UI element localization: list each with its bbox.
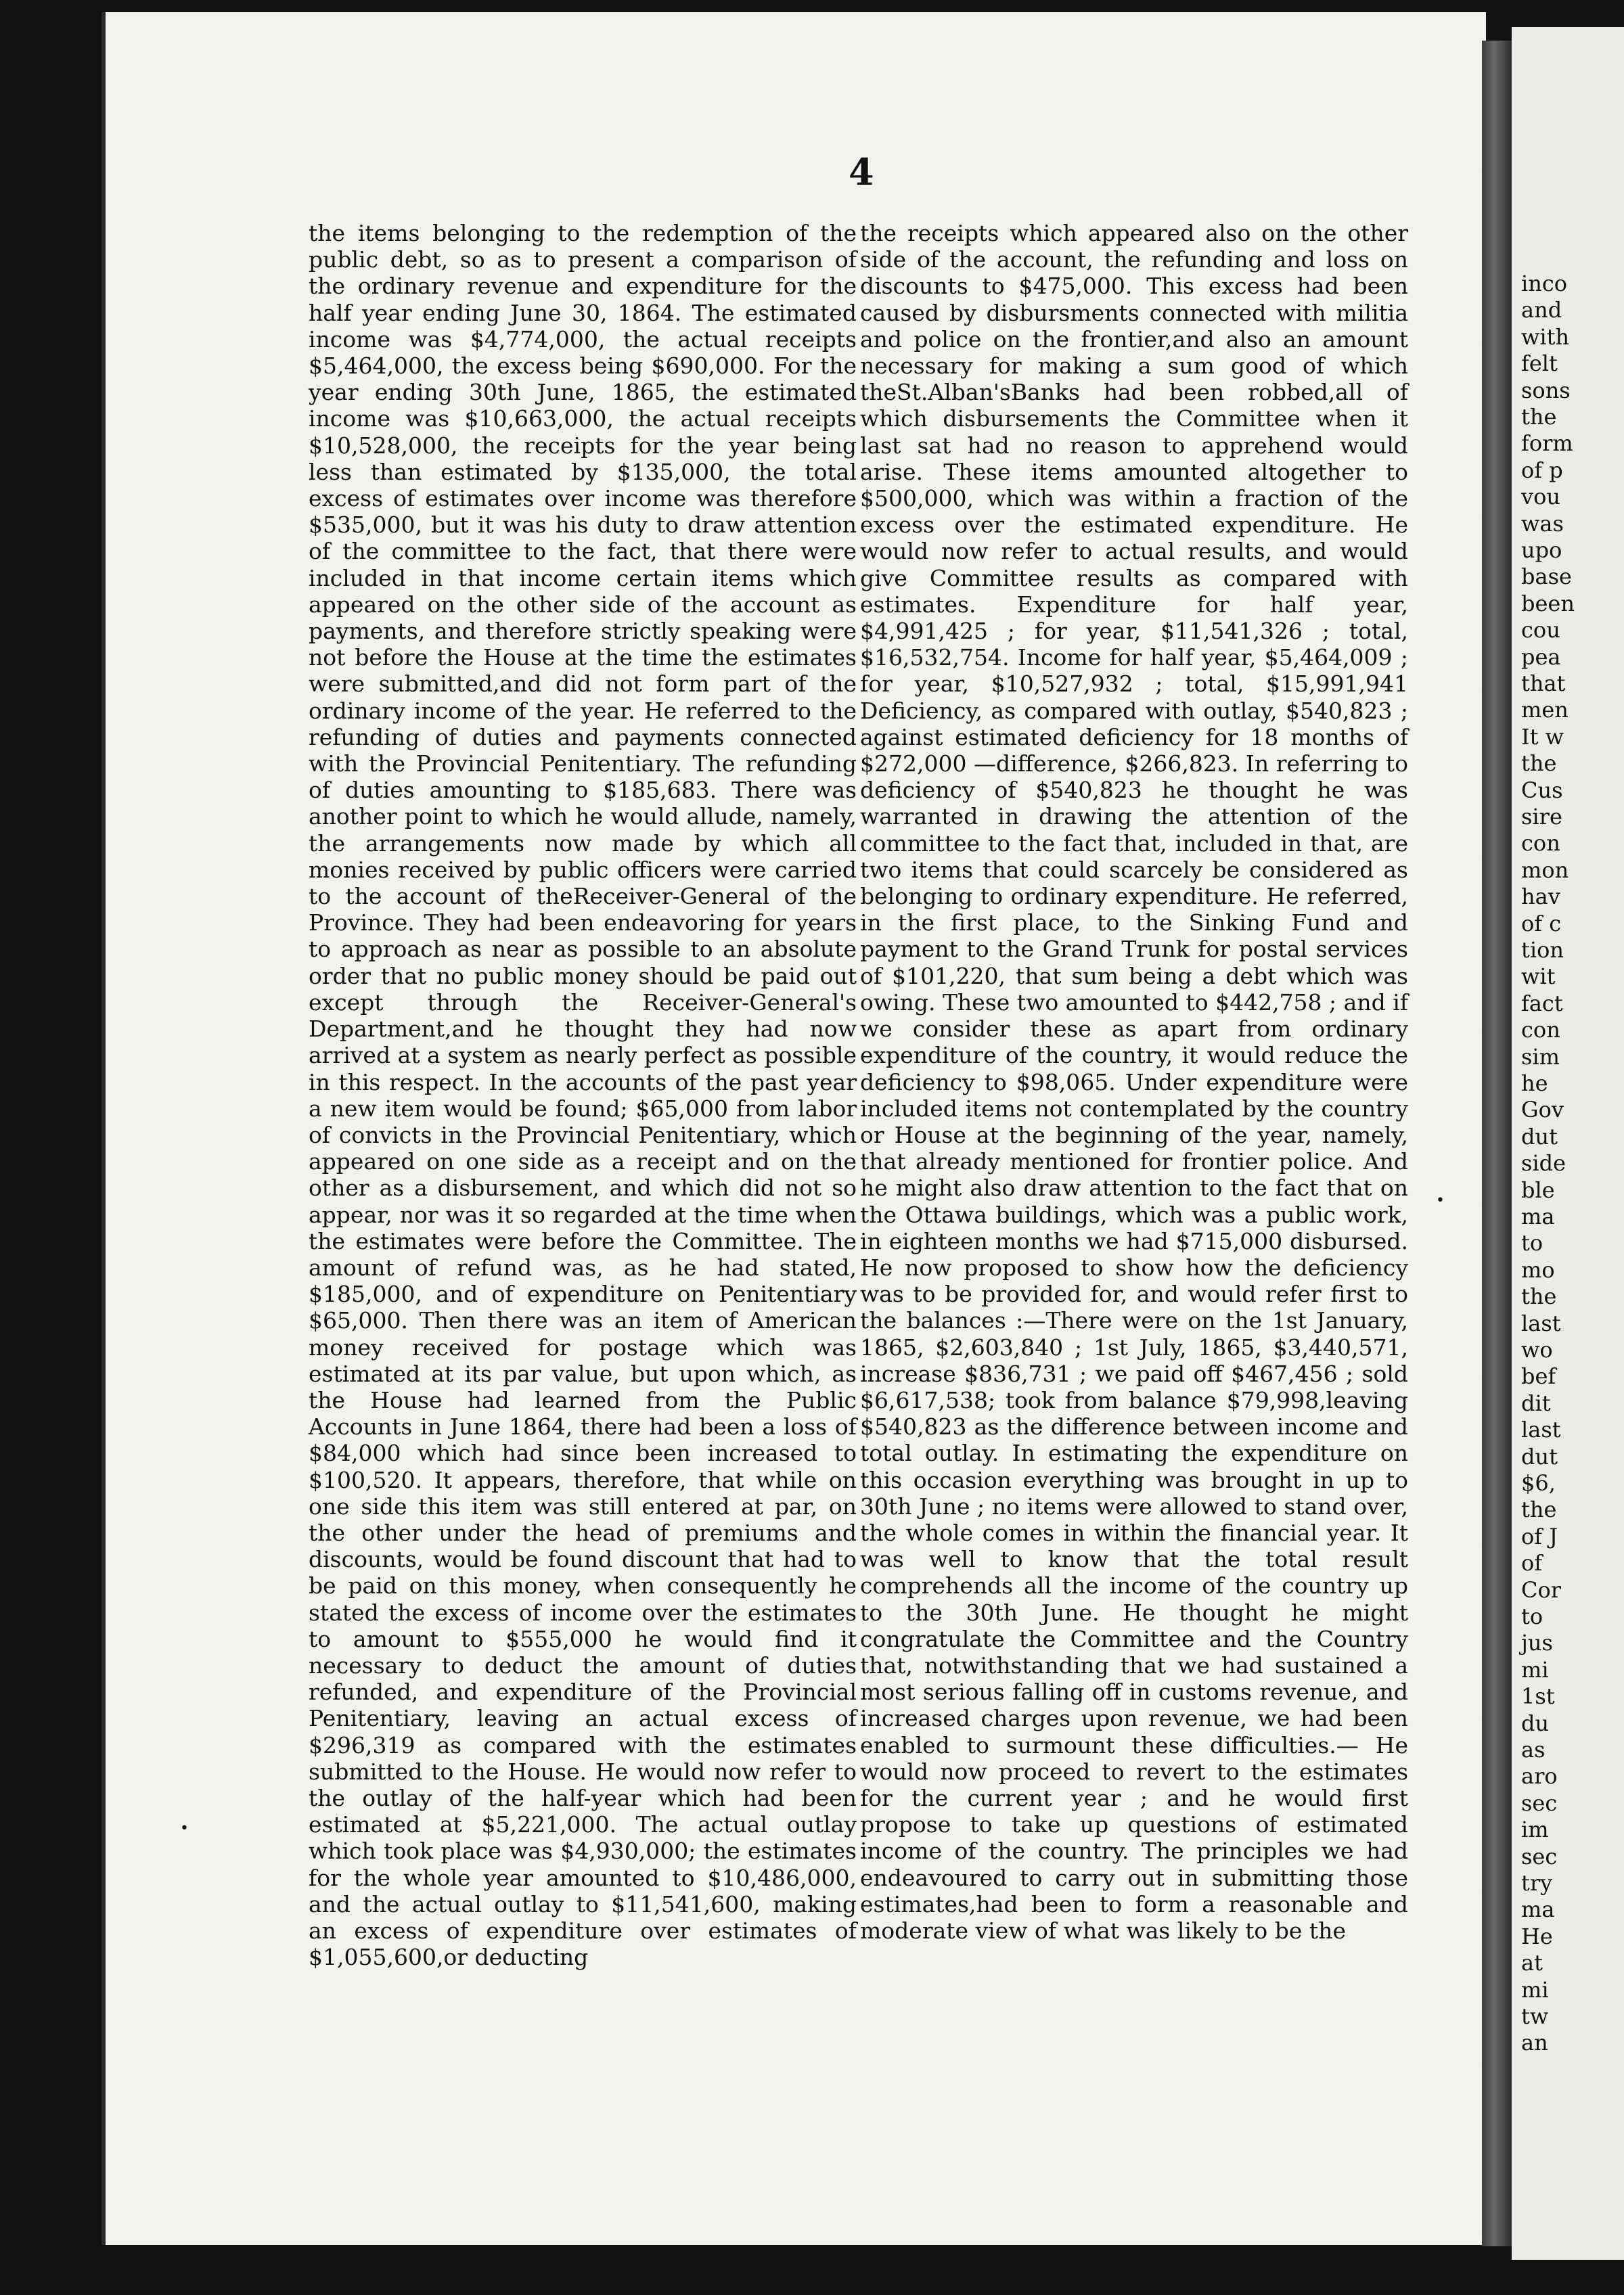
adjacent-page-fragment: vou (1521, 484, 1560, 510)
adjacent-page-fragment: upo (1521, 537, 1562, 563)
adjacent-page-fragment: Cor (1521, 1576, 1562, 1603)
adjacent-page-fragment: with (1521, 323, 1570, 350)
adjacent-page-fragment: was (1521, 510, 1564, 537)
adjacent-page-fragment: form (1521, 430, 1573, 457)
adjacent-page-edge (1512, 27, 1624, 2260)
document-page (102, 12, 1486, 2245)
right-column (860, 220, 1408, 1944)
adjacent-page-fragment: of p (1521, 457, 1563, 483)
adjacent-page-fragment: last (1521, 1310, 1561, 1336)
adjacent-page-fragment: cou (1521, 617, 1560, 643)
adjacent-page-fragment: Gov (1521, 1097, 1564, 1123)
adjacent-page-fragment: mi (1521, 1656, 1549, 1683)
adjacent-page-fragment: been (1521, 590, 1575, 616)
adjacent-page-fragment: $6, (1521, 1470, 1556, 1496)
adjacent-page-fragment: hav (1521, 884, 1560, 910)
adjacent-page-fragment: wo (1521, 1337, 1553, 1363)
adjacent-page-fragment: sec (1521, 1843, 1558, 1869)
adjacent-page-fragment: He (1521, 1923, 1553, 1949)
adjacent-page-fragment: dut (1521, 1123, 1558, 1150)
adjacent-page-fragment: du (1521, 1710, 1550, 1736)
adjacent-page-fragment: the (1521, 1283, 1557, 1310)
adjacent-page-fragment: sire (1521, 804, 1562, 830)
adjacent-page-fragment: ma (1521, 1204, 1555, 1229)
adjacent-page-fragment: ma (1521, 1896, 1555, 1923)
adjacent-page-fragment: sons (1521, 377, 1571, 403)
adjacent-page-fragment: and (1521, 297, 1562, 323)
right-column-text: the receipts which appeared also on the other side of the account, the refunding and loss on discounts to $475,000. This excess had been caused by disbursments connected with militia and police on the frontier,and also an amount necessary for making a sum good of which theSt.Alban'sBanks had been robbed,all of which disbursements the Committee when it last sat had no reason to apprehend would arise. These items amounted altogether to $500,000, which was within a fraction of the excess over the estimated expenditure. He would now refer to actual results, and would give Committee results as compared with estimates. Expenditure for half year, $4,991,425 ; for year, $11,541,326 ; total, $16,532,754. Income for half year, $5,464,009 ; for year, $10,527,932 ; total, $15,991,941 Deficiency, as compared with outlay, $540,823 ; against estimated deficiency for 18 months of $272,000 —difference, $266,823. In referring to deficiency of $540,823 he thought he was warranted in drawing the attention of the committee to the fact that, included in that, are two items that could scarcely be considered as belonging to ordinary expenditure. He referred, in the first place, to the Sinking Fund and payment to the Grand Trunk for postal services of $101,220, that sum being a debt which was owing. These two amounted to $442,758 ; and if we consider these as apart from ordinary expenditure of the country, it would reduce the deficiency to $98,065. Under expenditure were included items not contemplated by the country or House at the beginning of the year, namely, that already mentioned for frontier police. And he might also draw attention to the fact that on the Ottawa buildings, which was a public work, in eighteen months we had $715,000 disbursed. He now proposed to show how the deficiency was to be provided for, and would refer first to the balances :—There were on the 1st January, 1865, $2,603,840 ; 1st July, 1865, $3,440,571, increase $836,731 ; we paid off $467,456 ; sold $6,617,538; took from balance $79,998,leaving $540,823 as the difference between income and total outlay. In estimating the expenditure on this occasion everything was brought in up to 30th June ; no items were allowed to stand over, the whole comes in within the financial year. It was well to know that the total result comprehends all the income of the country up to the 30th June. He thought he might congratulate the Committee and the Country that, notwithstanding that we had sustained a most serious falling off in customs revenue, and increased charges upon revenue, we had been enabled to surmount these difficulties.— He would now proceed to revert to the estimates for the current year ; and he would first propose to take up questions of estimated income of the country. The principles we had endeavoured to carry out in submitting those estimates,had been to form a reasonable and moderate view of what was likely to be the (860, 220, 1408, 1944)
adjacent-page-fragment: dit (1521, 1390, 1551, 1416)
adjacent-page-fragment: the (1521, 750, 1557, 777)
adjacent-page-fragment: bef (1521, 1363, 1556, 1390)
adjacent-page-fragment: mo (1521, 1256, 1555, 1283)
adjacent-page-fragment: im (1521, 1817, 1549, 1843)
adjacent-page-fragment: the (1521, 1497, 1557, 1523)
adjacent-page-fragment: sim (1521, 1043, 1560, 1070)
adjacent-page-fragment: Cus (1521, 777, 1563, 803)
adjacent-page-fragment: of (1521, 1550, 1543, 1576)
adjacent-page-fragment: It w (1521, 723, 1564, 750)
adjacent-page-fragment: mon (1521, 857, 1569, 883)
adjacent-page-fragment: of J (1521, 1523, 1558, 1549)
adjacent-page-fragment: to (1521, 1230, 1543, 1256)
page-fold-shadow (1482, 41, 1512, 2246)
adjacent-page-fragment: he (1521, 1070, 1548, 1096)
adjacent-page-fragment: base (1521, 564, 1572, 590)
adjacent-page-fragment: felt (1521, 350, 1558, 377)
adjacent-page-fragment: to (1521, 1604, 1543, 1629)
adjacent-page-fragment: 1st (1521, 1683, 1555, 1710)
adjacent-page-fragment: inco (1521, 271, 1568, 296)
adjacent-page-fragment: ble (1521, 1177, 1555, 1203)
adjacent-page-fragment: jus (1521, 1630, 1553, 1656)
left-column-text: the items belonging to the redemption of the public debt, so as to present a comparison of the ordinary revenue and expenditure for the half year ending June 30, 1864. The estimated income was $4,774,000, the actual receipts $5,464,000, the excess being $690,000. For the year ending 30th June, 1865, the estimated income was $10,663,000, the actual receipts $10,528,000, the receipts for the year being less than estimated by $135,000, the total excess of estimates over income was therefore $535,000, but it was his duty to draw attention of the committee to the fact, that there were included in that income certain items which appeared on the other side of the account as payments, and therefore strictly speaking were not before the House at the time the estimates were submitted,and did not form part of the ordinary income of the year. He referred to the refunding of duties and payments connected with the Provincial Penitentiary. The refunding of duties amounting to $185,683. There was another point to which he would allude, namely, the arrangements now made by which all monies received by public officers were carried to the account of theReceiver-General of the Province. They had been endeavoring for years to approach as near as possible to an absolute order that no public money should be paid out except through the Receiver-General's Department,and he thought they had now arrived at a system as nearly perfect as possible in this respect. In the accounts of the past year a new item would be found; $65,000 from labor of convicts in the Provincial Penitentiary, which appeared on one side as a receipt and on the other as a disbursement, and which did not so appear, nor was it so regarded at the time when the estimates were before the Committee. The amount of refund was, as he had stated, $185,000, and of expenditure on Penitentiary $65,000. Then there was an item of American money received for postage which was estimated at its par value, but upon which, as the House had learned from the Public Accounts in June 1864, there had been a loss of $84,000 which had since been increased to $100,520. It appears, therefore, that while on one side this item was still entered at par, on the other under the head of premiums and discounts, would be found discount that had to be paid on this money, when consequently he stated the excess of income over the estimates to amount to $555,000 he would find it necessary to deduct the amount of duties refunded, and expenditure of the Provincial Penitentiary, leaving an actual excess of $296,319 as compared with the estimates submitted to the House. He would now refer to the outlay of the half-year which had been estimated at $5,221,000. The actual outlay which took place was $4,930,000; the estimates for the whole year amounted to $10,486,000, and the actual outlay to $11,541,600, making an excess of expenditure over estimates of $1,055,600,or deducting (309, 220, 857, 1971)
adjacent-page-fragment: men (1521, 697, 1569, 723)
adjacent-page-fragment: that (1521, 671, 1566, 696)
adjacent-page-fragment: mi (1521, 1976, 1549, 2003)
adjacent-page-fragment: of c (1521, 910, 1562, 936)
page-number: 4 (849, 150, 874, 194)
adjacent-page-fragment: tion (1521, 937, 1564, 963)
adjacent-page-fragment: wit (1521, 963, 1556, 990)
left-column (309, 220, 857, 1970)
adjacent-page-fragment: con (1521, 830, 1560, 857)
adjacent-page-fragment: sec (1521, 1790, 1558, 1816)
adjacent-page-fragment: an (1521, 2030, 1548, 2056)
margin-dot: • (1436, 1192, 1445, 1209)
adjacent-page-fragment: aro (1521, 1763, 1558, 1790)
adjacent-page-fragment: last (1521, 1417, 1561, 1443)
adjacent-page-fragment: at (1521, 1950, 1543, 1976)
adjacent-page-fragment: con (1521, 1017, 1560, 1043)
adjacent-page-fragment: as (1521, 1737, 1546, 1763)
adjacent-page-fragment: tw (1521, 2003, 1549, 2029)
adjacent-page-fragment: dut (1521, 1443, 1558, 1470)
adjacent-page-fragment: fact (1521, 990, 1563, 1016)
adjacent-page-fragment: pea (1521, 643, 1561, 670)
margin-dot: • (180, 1820, 189, 1837)
adjacent-page-fragment: try (1521, 1870, 1553, 1896)
adjacent-page-fragment: side (1521, 1150, 1566, 1177)
adjacent-page-fragment: the (1521, 404, 1557, 430)
